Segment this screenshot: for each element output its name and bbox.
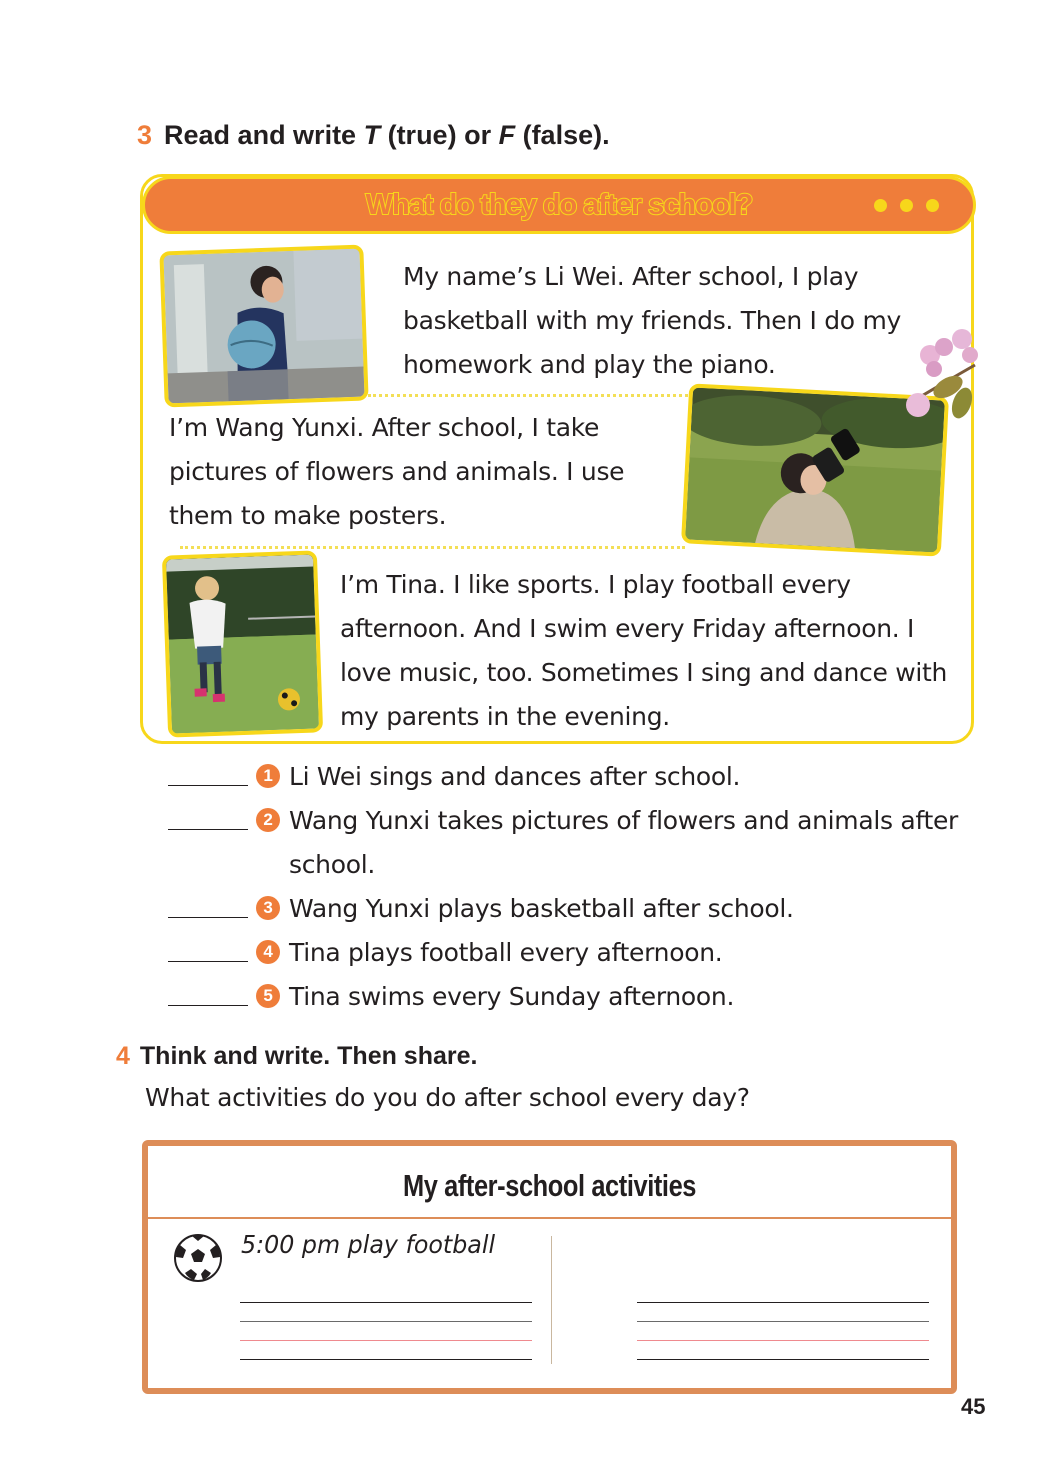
dotted-divider — [180, 546, 685, 549]
example-activity: 5:00 pm play football — [241, 1230, 496, 1259]
statement-text: Wang Yunxi plays basketball after school. — [289, 894, 794, 923]
number-badge: 1 — [256, 764, 280, 788]
writing-line[interactable] — [637, 1321, 929, 1322]
number-badge: 3 — [256, 896, 280, 920]
dot-icon — [874, 199, 887, 212]
statement-text: Tina swims every Sunday afternoon. — [289, 982, 735, 1011]
writing-line[interactable] — [240, 1340, 532, 1341]
football-icon — [172, 1233, 224, 1283]
heading-text: Read and write — [164, 120, 364, 150]
dots-decoration — [874, 199, 939, 212]
photo-boy-basketball — [159, 244, 368, 407]
heading-true-letter: T — [363, 120, 381, 150]
boy-basketball-illustration — [163, 249, 364, 404]
section-number: 4 — [116, 1042, 130, 1070]
paragraph-wang-yunxi: I’m Wang Yunxi. After school, I take pictures of flowers and animals. I use them to make posters. — [169, 413, 625, 530]
section-4-heading — [116, 1042, 477, 1071]
title-divider — [148, 1217, 951, 1219]
statement-text: Li Wei sings and dances after school. — [289, 762, 741, 791]
writing-line[interactable] — [637, 1302, 929, 1303]
writing-line[interactable] — [240, 1359, 532, 1360]
dotted-divider — [368, 394, 688, 397]
statement-item — [168, 887, 968, 931]
answer-blank[interactable] — [168, 931, 248, 962]
dot-icon — [900, 199, 913, 212]
answer-blank[interactable] — [168, 755, 248, 786]
card-title: What do they do after school? — [365, 189, 753, 221]
heading-text: (false). — [515, 120, 610, 150]
card-header — [142, 176, 976, 234]
number-badge: 5 — [256, 984, 280, 1008]
paragraph-li-wei: My name’s Li Wei. After school, I play basketball with my friends. Then I do my homework and play the piano. — [403, 262, 901, 379]
number-badge: 4 — [256, 940, 280, 964]
statement-item — [168, 799, 968, 887]
heading-text: (true) or — [380, 120, 499, 150]
photo-girl-football — [162, 550, 323, 737]
statement-item — [168, 755, 968, 799]
true-false-list — [168, 755, 968, 1019]
statement-text: Wang Yunxi takes pictures of flowers and animals after school. — [289, 806, 959, 879]
dot-icon — [926, 199, 939, 212]
section-4-question: What activities do you do after school every day? — [145, 1083, 750, 1112]
paragraph-tina: I’m Tina. I like sports. I play football every afternoon. And I swim every Friday afternoon. I love music, too. Sometimes I sing and dance with my parents in the evening. — [340, 570, 948, 731]
statement-item — [168, 975, 968, 1019]
column-divider — [551, 1236, 552, 1364]
section-3-heading — [137, 120, 610, 151]
writing-line[interactable] — [240, 1321, 532, 1322]
answer-blank[interactable] — [168, 799, 248, 830]
heading-false-letter: F — [498, 120, 516, 150]
number-badge: 2 — [256, 808, 280, 832]
heading-text: Think and write. Then share. — [139, 1042, 478, 1070]
writing-line[interactable] — [240, 1302, 532, 1303]
answer-blank[interactable] — [168, 975, 248, 1006]
cherry-blossom-icon — [900, 325, 980, 425]
activity-box — [142, 1140, 957, 1394]
writing-line[interactable] — [637, 1340, 929, 1341]
activity-box-title: My after-school activities — [402, 1168, 697, 1203]
page-number: 45 — [961, 1394, 986, 1419]
statement-text: Tina plays football every afternoon. — [289, 938, 723, 967]
statement-item — [168, 931, 968, 975]
girl-football-illustration — [166, 554, 319, 733]
writing-line[interactable] — [637, 1359, 929, 1360]
answer-blank[interactable] — [168, 887, 248, 918]
section-number: 3 — [137, 120, 153, 150]
